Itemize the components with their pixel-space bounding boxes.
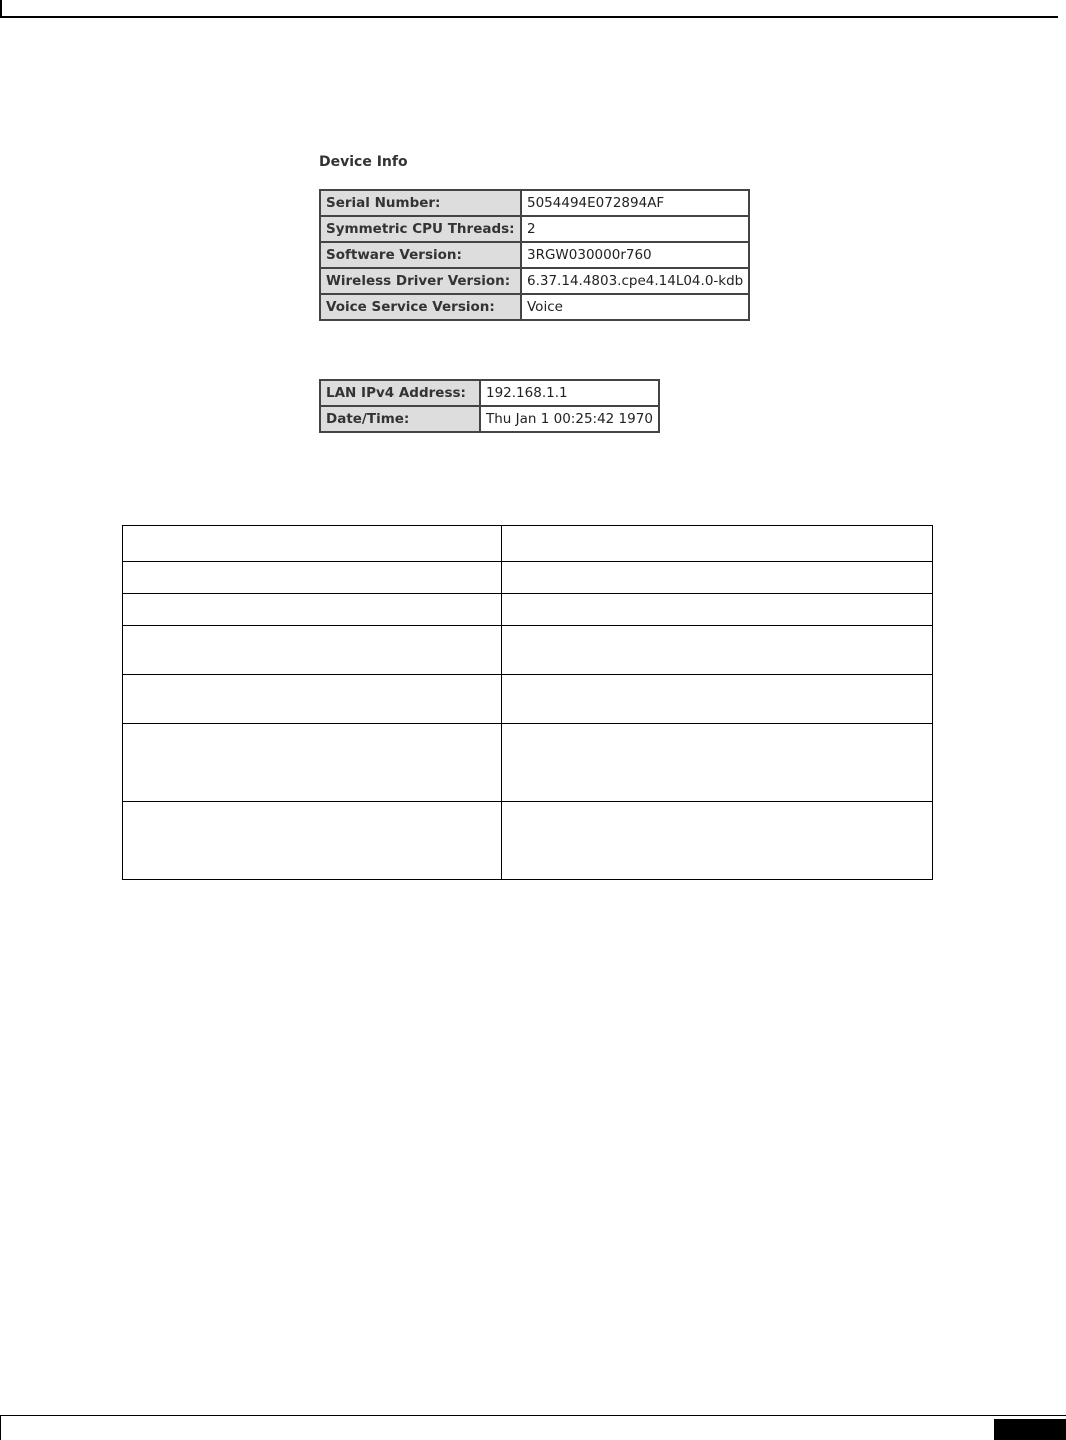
footer-rule bbox=[0, 1415, 1066, 1440]
wireless-driver-version-value: 6.37.14.4803.cpe4.14L04.0-kdb bbox=[521, 268, 749, 294]
serial-number-label: Serial Number: bbox=[320, 190, 521, 216]
network-info-table bbox=[319, 379, 660, 433]
table-row bbox=[123, 802, 933, 880]
cpu-threads-label: Symmetric CPU Threads: bbox=[320, 216, 521, 242]
table-cell bbox=[502, 724, 933, 802]
table-row bbox=[123, 526, 933, 562]
table-row bbox=[320, 216, 749, 242]
table-cell bbox=[502, 594, 933, 626]
table-row bbox=[123, 724, 933, 802]
table-row bbox=[123, 675, 933, 724]
cpu-threads-value: 2 bbox=[521, 216, 749, 242]
lan-ipv4-label: LAN IPv4 Address: bbox=[320, 380, 480, 406]
header-rule bbox=[0, 0, 1058, 18]
table-cell bbox=[502, 626, 933, 675]
table-row bbox=[320, 406, 659, 432]
software-version-label: Software Version: bbox=[320, 242, 521, 268]
table-row bbox=[320, 242, 749, 268]
page-number-tab bbox=[994, 1419, 1066, 1440]
table-row bbox=[320, 190, 749, 216]
table-cell bbox=[502, 562, 933, 594]
table-cell bbox=[123, 802, 502, 880]
voice-service-version-value: Voice bbox=[521, 294, 749, 320]
lan-ipv4-value: 192.168.1.1 bbox=[480, 380, 659, 406]
page-title: Device Info bbox=[319, 154, 408, 170]
software-version-value: 3RGW030000r760 bbox=[521, 242, 749, 268]
table-cell bbox=[123, 626, 502, 675]
date-time-value: Thu Jan 1 00:25:42 1970 bbox=[480, 406, 659, 432]
device-info-table bbox=[319, 189, 750, 321]
table-cell bbox=[502, 675, 933, 724]
table-cell bbox=[502, 802, 933, 880]
serial-number-value: 5054494E072894AF bbox=[521, 190, 749, 216]
wireless-driver-version-label: Wireless Driver Version: bbox=[320, 268, 521, 294]
table-cell bbox=[502, 526, 933, 562]
table-cell bbox=[123, 724, 502, 802]
table-row bbox=[320, 380, 659, 406]
table-cell bbox=[123, 675, 502, 724]
table-row bbox=[123, 626, 933, 675]
voice-service-version-label: Voice Service Version: bbox=[320, 294, 521, 320]
table-cell bbox=[123, 526, 502, 562]
table-row bbox=[123, 562, 933, 594]
table-row bbox=[320, 268, 749, 294]
date-time-label: Date/Time: bbox=[320, 406, 480, 432]
table-row bbox=[123, 594, 933, 626]
table-cell bbox=[123, 562, 502, 594]
table-cell bbox=[123, 594, 502, 626]
empty-description-table bbox=[122, 525, 933, 880]
table-row bbox=[320, 294, 749, 320]
